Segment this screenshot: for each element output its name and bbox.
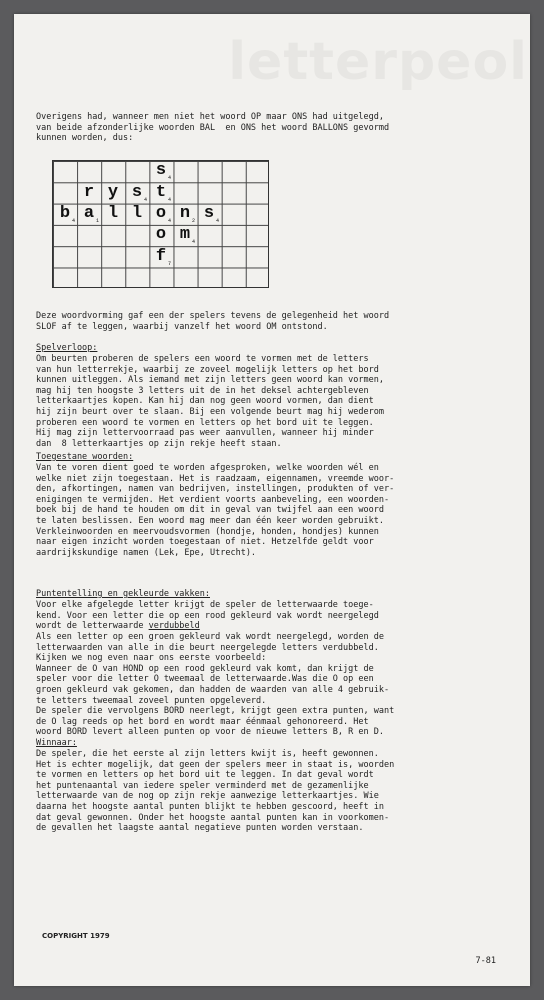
tile-l: l bbox=[131, 204, 143, 223]
tile-b: b 4 bbox=[59, 204, 75, 224]
heading-spelverloop: Spelverloop: bbox=[36, 343, 98, 353]
puntentelling-body-2: Als een letter op een groen gekleurd vak wordt neergelegd, worden de letterwaarden van alle in die beurt neergelegde letters verdubbeld. Kijken we nog even naar ons eerste voorbeeld: Wanneer de O van HOND op een rood gekleurd vak komt, dan krijgt de speler voor die letter O tweemaal de letterwaarde.Was die O op een groen gekleurd vak gekomen, dan hadden de waarden van alle 4 gebruik- te letters tweemaal zoveel punten opgeleverd. De speler die vervolgens BORD neerlegt, krijgt geen extra punten, want de O lag reeds op het bord en wordt maar éénmaal gehonoreerd. Het woord BORD levert alleen punten op voor de nieuwe letters B, R en D. bbox=[36, 632, 395, 738]
verdubbeld-term: verdubbeld bbox=[148, 621, 200, 632]
heading-puntentelling: Puntentelling en gekleurde vakken: bbox=[36, 589, 210, 599]
puntentelling-body-1: Voor elke afgelegde letter krijgt de speler de letterwaarde toege- kend. Voor een letter die op een rood gekleurd vak wordt neergelegd wordt de letterwaarde verdubbeld bbox=[36, 600, 379, 632]
word-formation-paragraph: Deze woordvorming gaf een der spelers tevens de gelegenheid het woord SLOF af te leggen, waarbij vanzelf het woord OM ontstond. bbox=[36, 311, 390, 332]
example-board-grid bbox=[52, 160, 269, 288]
tile-t: t 4 bbox=[155, 183, 171, 203]
tile-s: s 4 bbox=[155, 161, 171, 181]
tile-o: o bbox=[155, 225, 167, 244]
tile-a: a 1 bbox=[83, 204, 99, 224]
spelverloop-body: Om beurten proberen de spelers een woord te vormen met de letters van hun letterrekje, waarbij ze zoveel mogelijk letters op het bord kunnen uitleggen. Als iemand met zijn letters geen woord kan vormen, mag hij ten hoogste 3 letters uit de in het deksel achtergebleven letterkaartjes kopen. Kan hij dan nog geen woord vormen, dan dient hij zijn beurt over te slaan. Bij een volgende beurt mag hij wederom proberen een woord te vormen en letters op het bord uit te leggen. Hij mag zijn lettervoorraad pas weer aanvullen, wanneer hij minder dan 8 letterkaartjes op zijn rekje heeft staan. bbox=[36, 354, 384, 449]
tile-y: y bbox=[107, 183, 119, 202]
heading-toegestane-woorden: Toegestane woorden: bbox=[36, 452, 134, 462]
faint-show-through-title: letterpeol bbox=[228, 32, 528, 92]
tile-s: s 4 bbox=[131, 183, 147, 203]
tile-n: n 2 bbox=[179, 204, 195, 224]
toegestane-body: Van te voren dient goed te worden afgesproken, welke woorden wél en welke niet zijn toegestaan. Het is raadzaam, eigennamen, vreemde woor- den, afkortingen, namen van bedrijven, instellingen, produkten of ver- enigingen te vermijden. Het verdient voorts aanbeveling, een woorden- boek bij de hand te houden om dit in geval van twijfel aan een woord te laten beslissen. Een woord mag meer dan één keer worden gebruikt. Verkleinwoorden en meervoudsvormen (hondje, honden, hondjes) kunnen naar eigen inzicht worden toegestaan of niet. Hetzelfde geldt voor aardrijkskundige namen (Lek, Epe, Utrecht). bbox=[36, 463, 395, 558]
tile-r: r bbox=[83, 183, 95, 202]
heading-winnaar: Winnaar: bbox=[36, 738, 77, 748]
copyright: COPYRIGHT 1979 bbox=[42, 932, 110, 940]
winnaar-body: De speler, die het eerste al zijn letters kwijt is, heeft gewonnen. Het is echter mogelijk, dat geen der spelers meer in staat is, woorden te vormen en letters op het bord uit te leggen. In dat geval wordt het puntenaantal van iedere speler verminderd met de gezamenlijke letterwaarde van de nog op zijn rekje aanwezige letterkaartjes. Wie daarna het hoogste aantal punten blijkt te hebben gescoord, heeft in dat geval gewonnen. Onder het hoogste aantal punten kan in voorkomen- de gevallen het laagste aantal negatieve punten worden verstaan. bbox=[36, 749, 395, 834]
print-code: 7-81 bbox=[475, 956, 496, 966]
tile-m: m 4 bbox=[179, 225, 195, 245]
intro-paragraph: Overigens had, wanneer men niet het woord OP maar ONS had uitgelegd, van beide afzonderlijke woorden BAL en ONS het woord BALLONS gevormd kunnen worden, dus: bbox=[36, 112, 390, 144]
rules-sheet bbox=[14, 14, 530, 986]
tile-o: o 4 bbox=[155, 204, 171, 224]
tile-f: f 7 bbox=[155, 247, 171, 267]
tile-s: s 4 bbox=[203, 204, 219, 224]
tile-l: l bbox=[107, 204, 119, 223]
